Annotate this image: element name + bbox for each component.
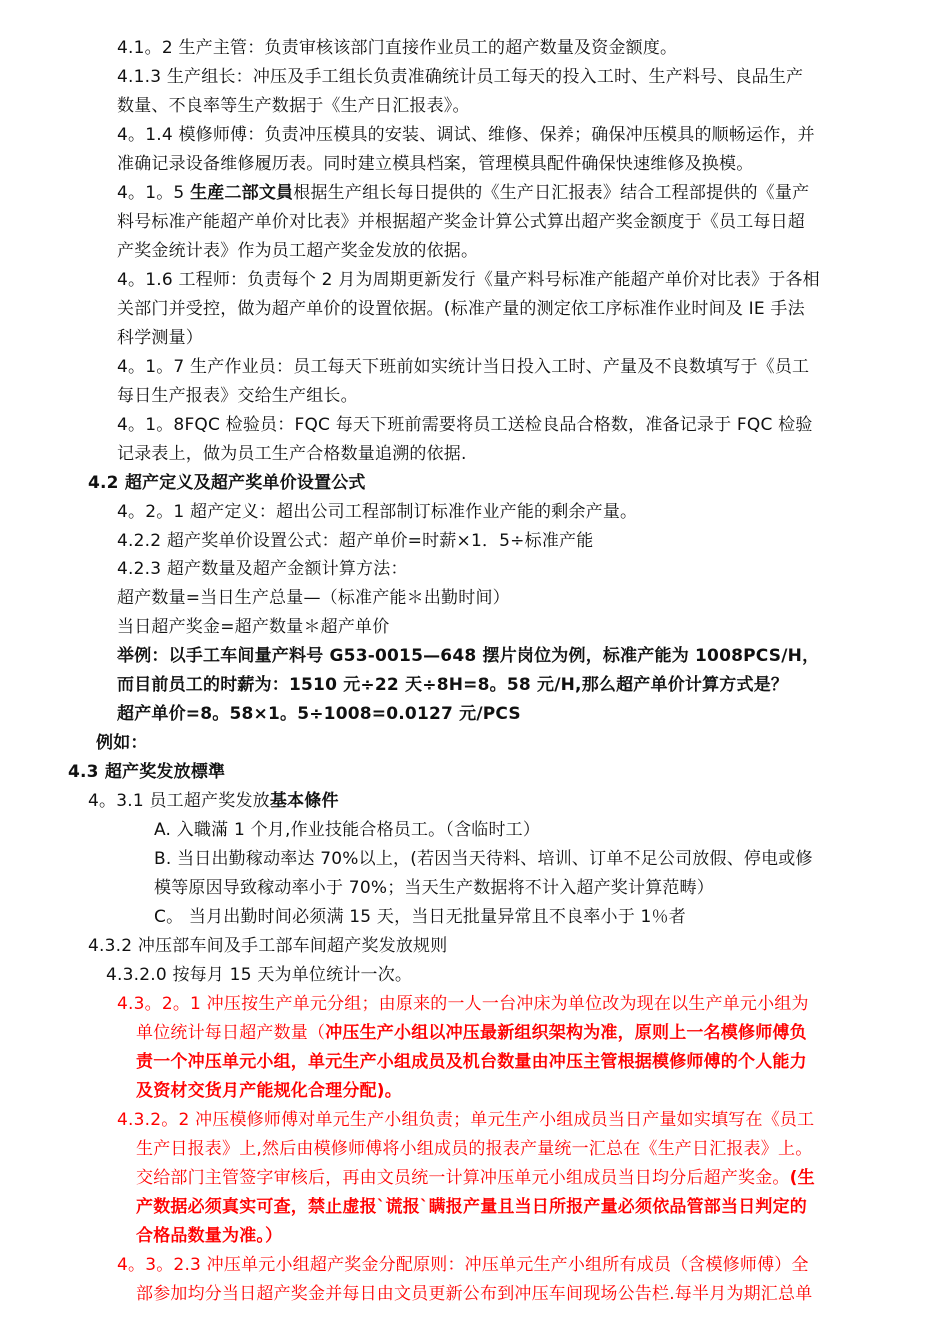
text-line: 4.1。2 生产主管：负责审核该部门直接作业员工的超产数量及资金额度。 (117, 38, 678, 58)
text-line: 生产日报表》上,然后由模修师傅将小组成员的报表产量统一汇总在《生产日汇报表》上。 (136, 1139, 813, 1159)
text-line: 4。1。7 生产作业员：员工每天下班前如实统计当日投入工时、产量及不良数填写于《员工 (117, 357, 810, 377)
text-line: 4。3。2.3 冲压单元小组超产奖金分配原则：冲压单元生产小组所有成员（含模修师傅）全 (117, 1255, 809, 1275)
text-line: 4.1.3 生产组长：冲压及手工组长负责准确统计员工每天的投入工时、生产料号、良品生产 (117, 67, 804, 87)
text-line: 4.3.2.0 按每月 15 天为单位统计一次。 (106, 965, 413, 985)
text-fragment: 4。3.1 员工超产奖发放 (88, 791, 270, 811)
text-line: 部参加均分当日超产奖金并每日由文员更新公布到冲压车间现场公告栏.每半月为期汇总单 (136, 1284, 813, 1304)
section-heading: 4.3 超产奖发放標準 (68, 762, 226, 782)
bold-fragment: 冲压生产小组以冲压最新组织架构为准，原则上一名模修师傅负 (325, 1023, 807, 1043)
text-line: 4。1.6 工程师：负责每个 2 月为周期更新发行《量产料号标准产能超产单价对比表》于各相 (117, 270, 820, 290)
text-line: 每日生产报表》交给生产组长。 (117, 386, 358, 406)
text-line: B. 当日出勤稼动率达 70%以上，(若因当天待料、培训、订单不足公司放假、停电或修 (154, 849, 813, 869)
text-line: 产奖金统计表》作为员工超产奖金发放的依据。 (117, 241, 479, 261)
text-line: 准确记录设备维修履历表。同时建立模具档案，管理模具配件确保快速维修及换模。 (117, 154, 754, 174)
text-line: 而目前员工的时薪为：1510 元÷22 天÷8H=8。58 元/H,那么超产单价计算方式是？ (117, 675, 789, 695)
text-line: C。 当月出勤时间必须满 15 天，当日无批量异常且不良率小于 1％者 (154, 907, 686, 927)
text-line: 及资材交货月产能规化合理分配)。 (136, 1081, 402, 1101)
role-name: 生産二部文員 (190, 183, 294, 203)
text-line: 例如： (96, 733, 148, 753)
text-line: 责一个冲压单元小组，单元生产小组成员及机台数量由冲压主管根据模修师傅的个人能力 (136, 1052, 807, 1072)
text-line: 模等原因导致稼动率小于 70%；当天生产数据将不计入超产奖计算范畴） (154, 878, 714, 898)
text-line (136, 1168, 815, 1188)
text-line: 超产单价=8。58×1。5÷1008=0.0127 元/PCS (117, 704, 521, 724)
text-line: 关部门并受控，做为超产单价的设置依据。(标准产量的测定依工序标准作业时间及 IE 手法 (117, 299, 805, 319)
text-line (136, 1023, 807, 1043)
text-line: 4.3。2。1 冲压按生产单元分组；由原来的一人一台冲床为单位改为现在以生产单元小组为 (117, 994, 809, 1014)
text-line: 4.2.2 超产奖单价设置公式：超产单价=时薪×1．5÷标准产能 (117, 531, 594, 551)
text-line (88, 791, 339, 811)
text-line: A. 入職滿 1 个月,作业技能合格员工。（含临时工） (154, 820, 541, 840)
text-line: 记录表上，做为员工生产合格数量追溯的依据. (117, 444, 467, 464)
text-line: 4。1。8FQC 检验员：FQC 每天下班前需要将员工送检良品合格数，准备记录于 FQC 检验 (117, 415, 813, 435)
text-line: 超产数量=当日生产总量—（标准产能＊出勤时间） (117, 588, 510, 608)
text-line: 科学测量） (117, 328, 203, 348)
text-fragment: 交给部门主管签字审核后，再由文员统一计算冲压单元小组成员当日均分后超产奖金。 (136, 1168, 790, 1188)
text-fragment: 单位统计每日超产数量（ (136, 1023, 326, 1043)
text-line: 数量、不良率等生产数据于《生产日汇报表》。 (117, 96, 470, 116)
text-line: 当日超产奖金=超产数量＊超产单价 (117, 617, 390, 637)
text-line: 4。2。1 超产定义：超出公司工程部制订标准作业产能的剩余产量。 (117, 502, 638, 522)
text-fragment: 根据生产组长每日提供的《生产日汇报表》结合工程部提供的《量产 (293, 183, 810, 203)
text-line: 料号标准产能超产单价对比表》并根据超产奖金计算公式算出超产奖金额度于《员工每日超 (117, 212, 805, 232)
text-line: 合格品数量为准。） (136, 1226, 283, 1246)
bold-fragment: (生 (789, 1168, 815, 1188)
bold-fragment: 基本條件 (269, 791, 339, 811)
text-line: 产数据必须真实可查，禁止虚报`谎报`瞒报产量且当日所报产量必须依品管部当日判定的 (136, 1197, 807, 1217)
text-line: 4。1.4 模修师傅：负责冲压模具的安装、调试、维修、保养；确保冲压模具的顺畅运作，并 (117, 125, 815, 145)
clause-number: 4。1。5 (117, 183, 191, 203)
text-line: 4.2.3 超产数量及超产金额计算方法： (117, 559, 408, 579)
text-line: 举例：以手工车间量产料号 G53-0015—648 摆片岗位为例，标准产能为 1008PCS/H， (117, 646, 820, 666)
section-heading: 4.2 超产定义及超产奖单价设置公式 (88, 473, 366, 493)
text-line: 4.3.2 冲压部车间及手工部车间超产奖发放规则 (88, 936, 448, 956)
text-line (117, 183, 809, 203)
text-line: 4.3.2。2 冲压模修师傅对单元生产小组负责；单元生产小组成员当日产量如实填写在《员工 (117, 1110, 815, 1130)
